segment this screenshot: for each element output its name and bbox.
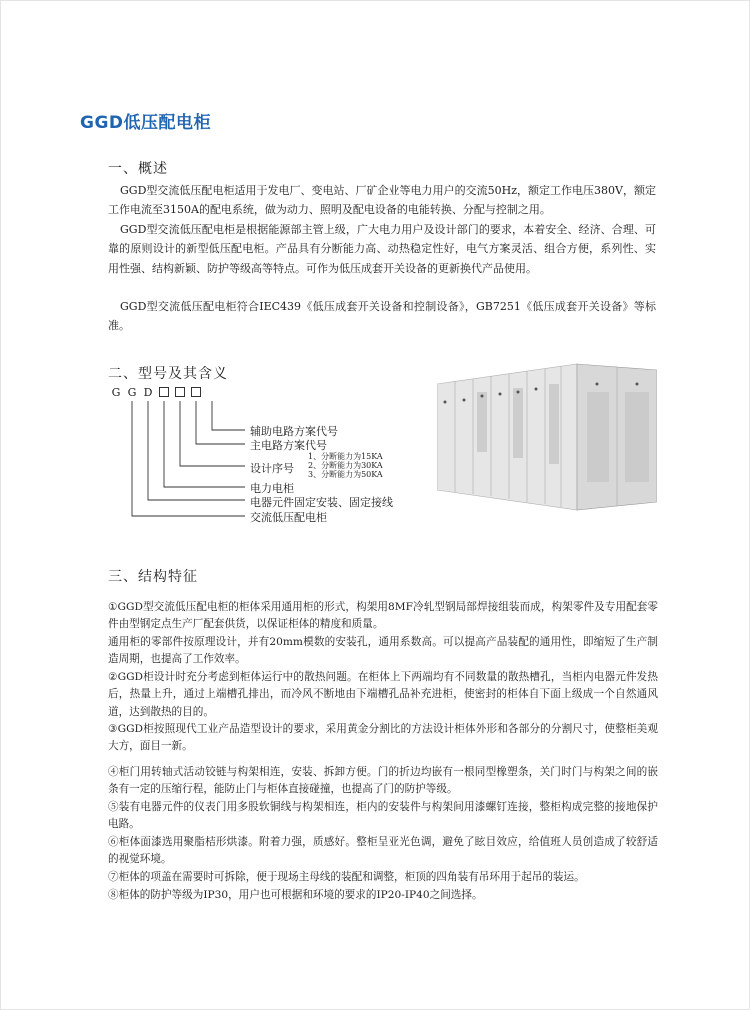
overview-paragraph-1: GGD型交流低压配电柜适用于发电厂、变电站、厂矿企业等电力用户的交流50Hz，额定工作电压380V，额定工作电流至3150A的配电系统，做为动力、照明及配电设备的电能转换、分配与控制之用。: [108, 184, 656, 217]
structure-item-1b: 通用柜的零部件按原理设计，并有20mm模数的安装孔，通用系数高。可以提高产品装配的通用性，即缩短了生产制造周期，也提高了工作效率。: [108, 636, 658, 666]
label-power-cabinet: 电力电柜: [250, 482, 294, 495]
structure-item-4: ④柜门用转轴式活动铰链与构架相连，安装、拆卸方便。门的折边均嵌有一根同型橡塑条，关门时门与构架之间的嵌条有一定的压缩行程，能防止门与柜体直接碰撞，也提高了门的防护等级。: [108, 766, 658, 796]
label-aux-circuit: 辅助电路方案代号: [250, 425, 338, 438]
code-letter-1: G: [111, 386, 121, 399]
label-fixed-install: 电器元件固定安装、固定接线: [250, 496, 393, 509]
model-heading: 二、型号及其含义: [108, 366, 228, 382]
label-design-seq: 设计序号: [250, 462, 294, 475]
overview-paragraph-2: GGD型交流低压配电柜是根据能源部主管上级，广大电力用户及设计部门的要求，本着安全、经济、合理、可靠的原则设计的新型低压配电柜。产品具有分断能力高、动热稳定性好，电气方案灵活、组合方便，系列性、实用性强、结构新颖、防护等级高等特点。可作为低压成套开关设备的更新换代产品使用。: [108, 223, 656, 275]
structure-item-7: ⑦柜体的项盖在需要时可拆除，便于现场主母线的装配和调整，柜顶的四角装有吊环用于起吊的装运。: [108, 871, 585, 883]
label-ac-cabinet: 交流低压配电柜: [250, 511, 327, 524]
structure-item-6: ⑥柜体面漆选用聚脂桔形烘漆。附着力强，质感好。整柜呈亚光色调，避免了眩目效应，给值班人员创造成了较舒适的视觉环境。: [108, 836, 658, 866]
structure-item-1: ①GGD型交流低压配电柜的柜体采用通用柜的形式，构架用8MF冷轧型钢局部焊接组装而成，构架零件及专用配套零件由型钢定点生产厂配套供货，以保证柜体的精度和质量。: [108, 601, 658, 631]
overview-heading: 一、概述: [108, 161, 168, 177]
page-title: GGD低压配电柜: [80, 113, 212, 133]
breaking-option-2: 2、分断能力为30KA: [308, 461, 383, 470]
structure-item-5: ⑤装有电器元件的仪表门用多股软铜线与构架相连，柜内的安装件与构架间用漆螺钉连接，整柜构成完整的接地保护电路。: [108, 801, 658, 831]
breaking-option-3: 3、分断能力为50KA: [308, 470, 383, 479]
structure-item-3: ③GGD柜按照现代工业产品造型设计的要求，采用黄金分割比的方法设计柜体外形和各部分的分割尺寸，使整柜美观大方，面目一新。: [108, 723, 658, 753]
code-letter-2: G: [127, 386, 137, 399]
structure-item-2: ②GGD柜设计时充分考虑到柜体运行中的散热问题。在柜体上下两端均有不同数量的散热槽孔，当柜内电器元件发热后，热量上升，通过上端槽孔排出，而冷风不断地由下端槽孔品补充进柜，使密封的柜体自下面上级成一个自然通风道，达到散热的目的。: [108, 671, 658, 718]
label-main-circuit: 主电路方案代号: [250, 439, 327, 452]
overview-paragraph-3: GGD型交流低压配电柜符合IEC439《低压成套开关设备和控制设备》，GB7251《低压成套开关设备》等标准。: [108, 300, 656, 333]
structure-heading: 三、结构特征: [108, 569, 198, 585]
cabinet-photo: [437, 362, 657, 512]
structure-item-8: ⑧柜体的防护等级为IP30，用户也可根据和环境的要求的IP20-IP40之间选择。: [108, 889, 483, 901]
code-letter-3: D: [143, 386, 153, 399]
breaking-option-1: 1、分断能力为15KA: [308, 452, 383, 461]
